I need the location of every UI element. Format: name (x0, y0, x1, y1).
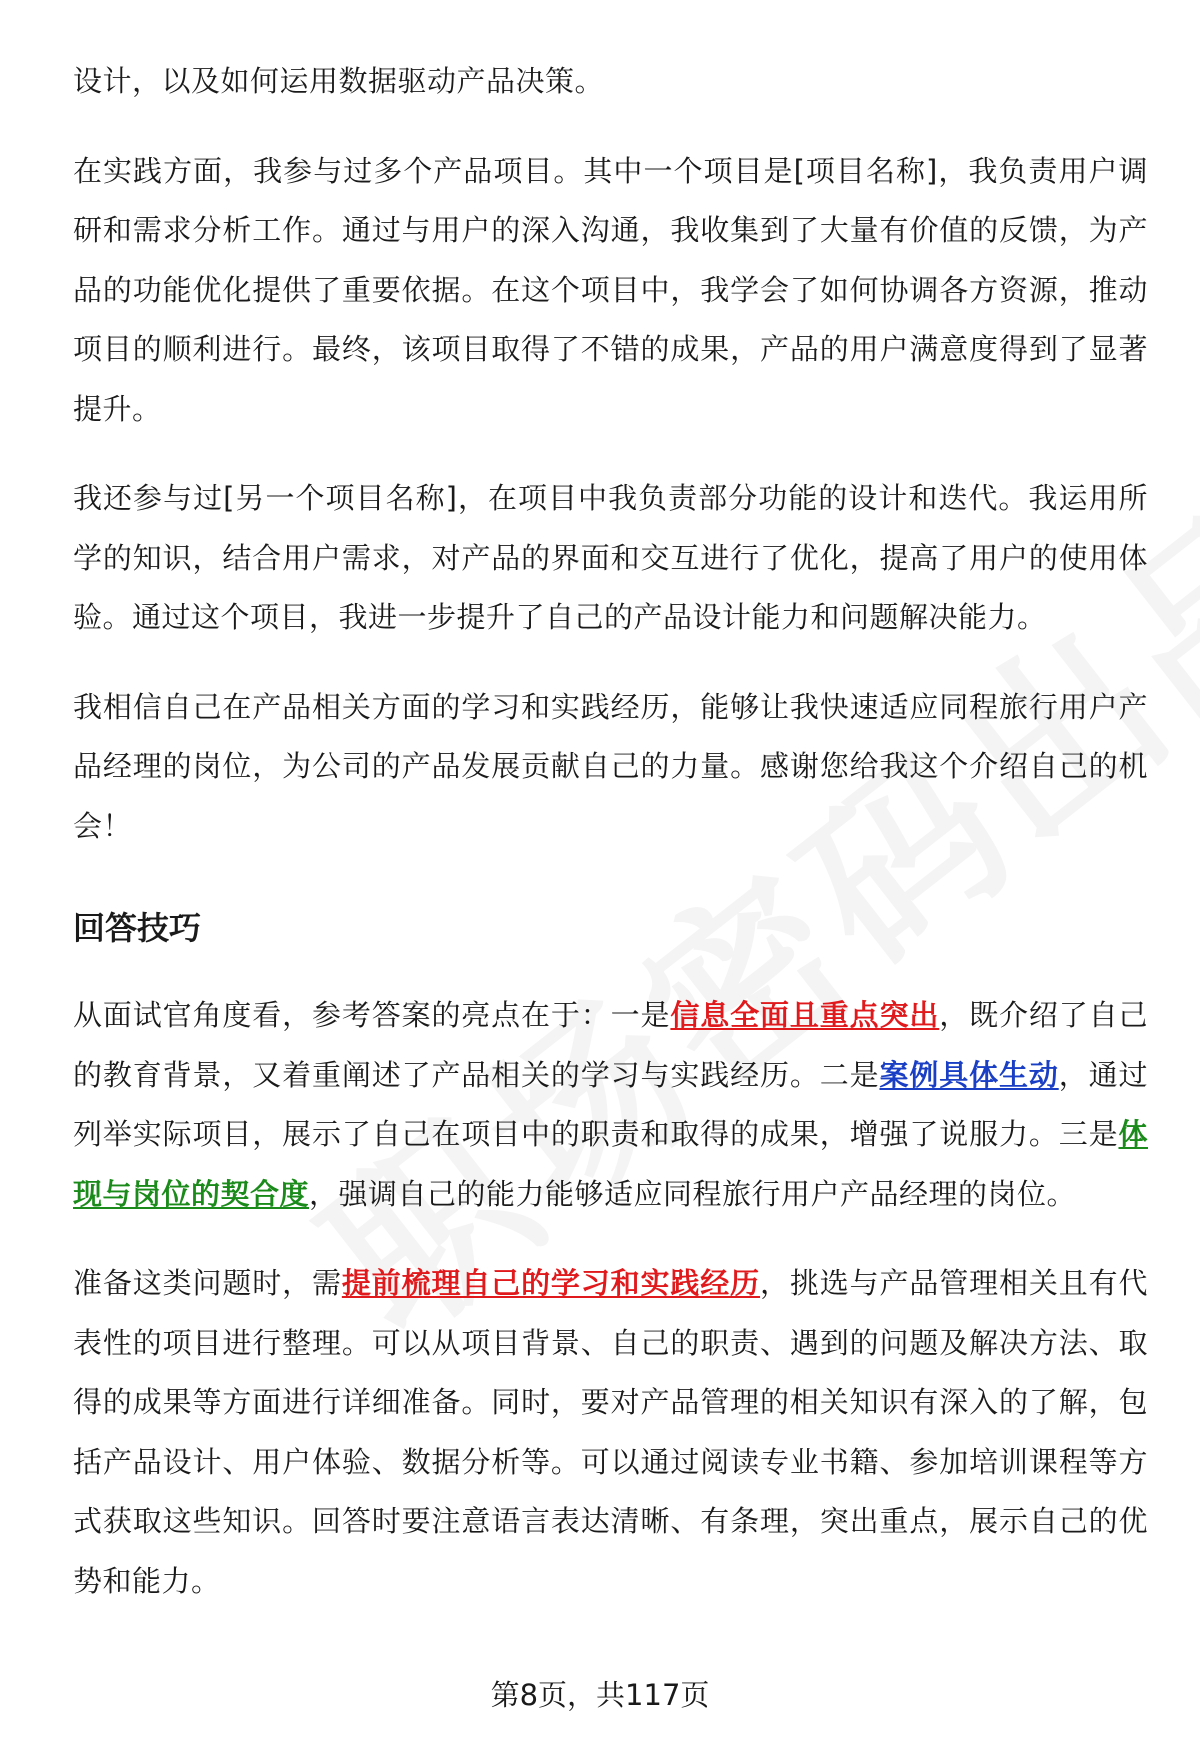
paragraph-tips-highlights (73, 986, 1148, 1224)
highlight-red: 提前梳理自己的学习和实践经历 (341, 1266, 761, 1300)
highlight-red: 信息全面且重点突出 (670, 998, 940, 1032)
highlight-blue: 案例具体生动 (879, 1057, 1059, 1092)
section-heading-tips: 回答技巧 (73, 909, 202, 947)
text-segment: ，通过列举实际项目，展示了自己在项目中的职责和取得的成果，增强了说服力。三是 (73, 1057, 1148, 1151)
highlight-green: 体现与岗位的契合度 (73, 1117, 1148, 1211)
text-segment: ，强调自己的能力能够适应同程旅行用户产品经理的岗位。 (309, 1176, 1077, 1211)
text-segment: 从面试官角度看，参考答案的亮点在于：一是 (73, 998, 671, 1032)
document-page (73, 52, 1148, 1641)
paragraph-second-project: 我还参与过[另一个项目名称]，在项目中我负责部分功能的设计和迭代。我运用所学的知识，结合用户需求，对产品的界面和交互进行了优化，提高了用户的使用体验。通过这个项目，我进一步提升了自己的产品设计能力和问题解决能力。 (73, 481, 1148, 634)
text-segment: ，既介绍了自己的教育背景，又着重阐述了产品相关的学习与实践经历。二是 (73, 998, 1148, 1092)
text-segment: 准备这类问题时，需 (73, 1266, 342, 1300)
paragraph-conclusion: 我相信自己在产品相关方面的学习和实践经历，能够让我快速适应同程旅行用户产品经理的岗位，为公司的产品发展贡献自己的力量。感谢您给我这个介绍自己的机会！ (73, 689, 1148, 843)
page-footer: 第8页，共117页 (490, 1678, 710, 1712)
paragraph-continued: 设计，以及如何运用数据驱动产品决策。 (73, 64, 605, 98)
paragraph-tips-preparation (73, 1254, 1148, 1611)
paragraph-practice: 在实践方面，我参与过多个产品项目。其中一个项目是[项目名称]，我负责用户调研和需求分析工作。通过与用户的深入沟通，我收集到了大量有价值的反馈，为产品的功能优化提供了重要依据。在这个项目中，我学会了如何协调各方资源，推动项目的顺利进行。最终，该项目取得了不错的成果，产品的用户满意度得到了显著提升。 (73, 153, 1148, 426)
text-segment: ，挑选与产品管理相关且有代表性的项目进行整理。可以从项目背景、自己的职责、遇到的问题及解决方法、取得的成果等方面进行详细准备。同时，要对产品管理的相关知识有深入的了解，包括产品设计、用户体验、数据分析等。可以通过阅读专业书籍、参加培训课程等方式获取这些知识。回答时要注意语言表达清晰、有条理，突出重点，展示自己的优势和能力。 (73, 1266, 1148, 1598)
